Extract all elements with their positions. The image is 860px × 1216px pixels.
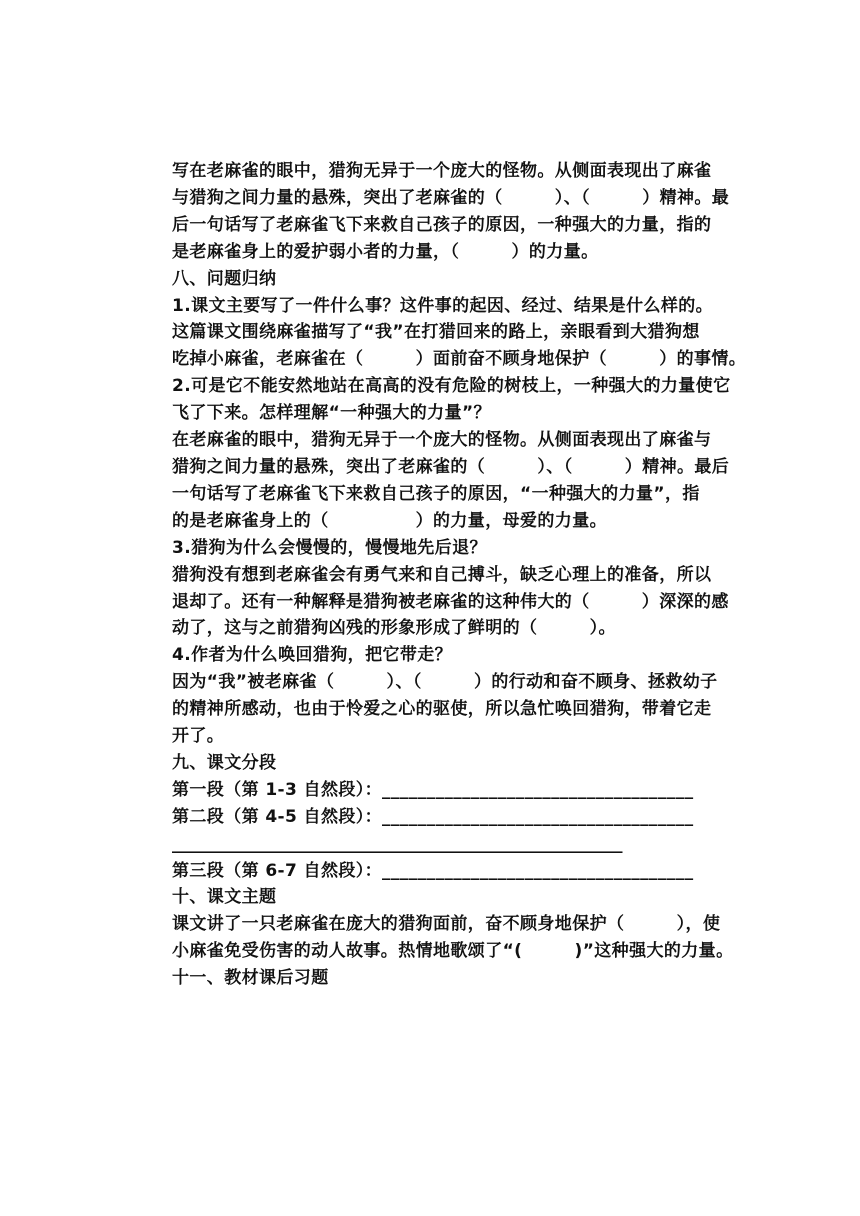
- answer-line: 的精神所感动，也由于怜爱之心的驱使，所以急忙唤回猎狗，带着它走: [172, 699, 712, 720]
- blank-underline: _____________________________________________________: [172, 833, 623, 854]
- question-line: 1.课文主要写了一件什么事？这件事的起因、经过、结果是什么样的。: [172, 295, 714, 316]
- answer-line: 一句话写了老麻雀飞下来救自己孩子的原因，“一种强大的力量”，指: [172, 483, 700, 504]
- answer-line: 在老麻雀的眼中，猎狗无异于一个庞大的怪物。从侧面表现出了麻雀与: [172, 430, 712, 451]
- theme-line: 课文讲了一只老麻雀在庞大的猎狗面前，奋不顾身地保护（ ），使: [172, 914, 721, 935]
- question-line: 4.作者为什么唤回猎狗，把它带走？: [172, 645, 453, 666]
- segment-line: 第三段（第 6-7 自然段）：___________________________________: [172, 860, 694, 881]
- answer-line: 动了，这与之前猎狗凶残的形象形成了鲜明的（ ）。: [172, 618, 616, 639]
- segment-line: 第一段（第 1-3 自然段）：___________________________________: [172, 779, 694, 800]
- text-line: 是老麻雀身上的爱护弱小者的力量，（ ）的力量。: [172, 241, 599, 262]
- answer-line: 开了。: [172, 726, 225, 747]
- question-line: 飞了下来。怎样理解“一种强大的力量”？: [172, 403, 491, 424]
- answer-line: 因为“我”被老麻雀（ ）、（ ）的行动和奋不顾身、拯救幼子: [172, 672, 718, 693]
- answer-line: 吃掉小麻雀，老麻雀在（ ）面前奋不顾身地保护（ ）的事情。: [172, 349, 747, 370]
- question-line: 2.可是它不能安然地站在高高的没有危险的树枝上，一种强大的力量使它: [172, 376, 731, 397]
- section-heading: 八、问题归纳: [172, 268, 277, 289]
- question-line: 3.猎狗为什么会慢慢的，慢慢地先后退？: [172, 537, 487, 558]
- document-page: [172, 158, 772, 992]
- answer-line: 这篇课文围绕麻雀描写了“我”在打猎回来的路上，亲眼看到大猎狗想: [172, 322, 700, 343]
- segment-line: 第二段（第 4-5 自然段）：___________________________________: [172, 806, 694, 827]
- answer-line: 猎狗没有想到老麻雀会有勇气来和自己搏斗，缺乏心理上的准备，所以: [172, 564, 712, 585]
- answer-line: 退却了。还有一种解释是猎狗被老麻雀的这种伟大的（ ）深深的感: [172, 591, 729, 612]
- section-heading: 十一、教材课后习题: [172, 968, 329, 989]
- answer-line: 的是老麻雀身上的（ ）的力量，母爱的力量。: [172, 510, 607, 531]
- section-heading: 九、课文分段: [172, 752, 277, 773]
- theme-line: 小麻雀免受伤害的动人故事。热情地歌颂了“( )”这种强大的力量。: [172, 941, 734, 962]
- text-line: 与猎狗之间力量的悬殊，突出了老麻雀的（ ）、（ ）精神。最: [172, 187, 730, 208]
- text-line: 写在老麻雀的眼中，猎狗无异于一个庞大的怪物。从侧面表现出了麻雀: [172, 161, 712, 181]
- answer-line: 猎狗之间力量的悬殊，突出了老麻雀的（ ）、（ ）精神。最后: [172, 456, 730, 477]
- section-heading: 十、课文主题: [172, 887, 277, 908]
- text-line: 后一句话写了老麻雀飞下来救自己孩子的原因，一种强大的力量，指的: [172, 214, 712, 235]
